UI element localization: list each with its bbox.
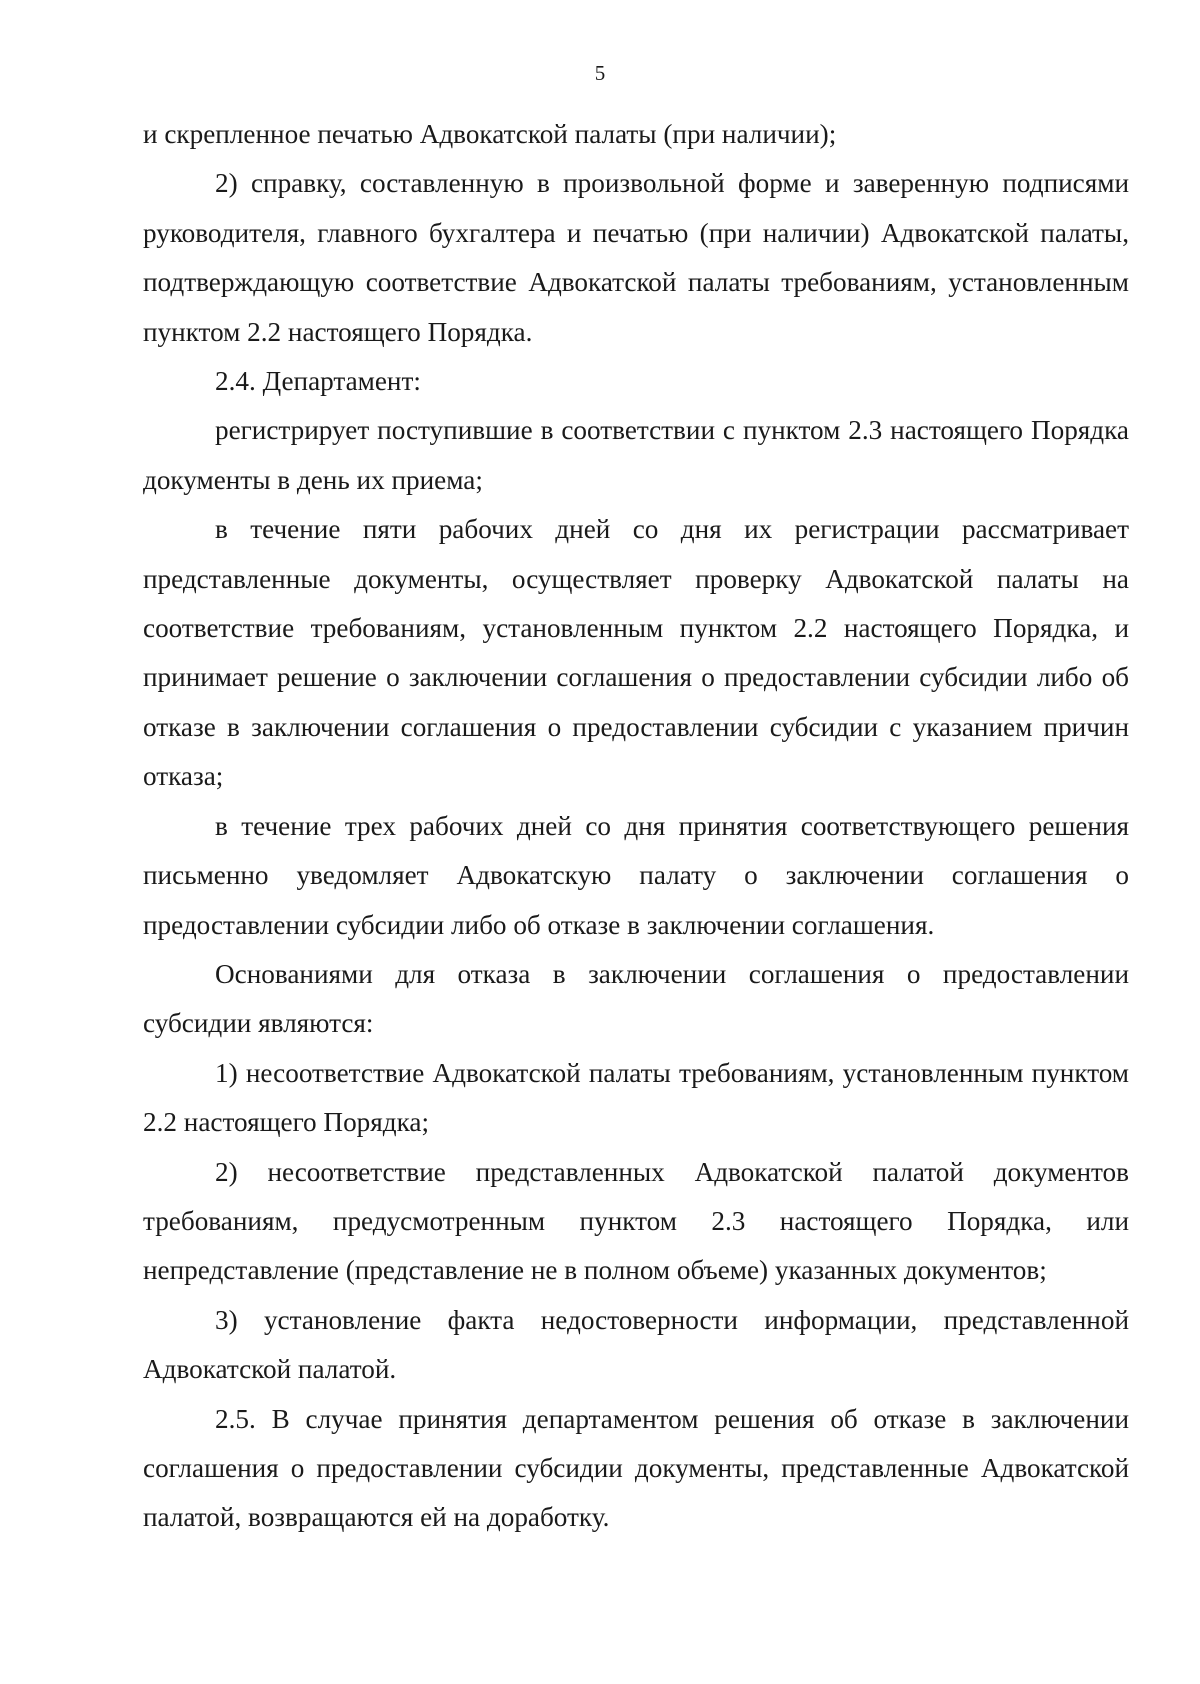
paragraph-section-2-5: 2.5. В случае принятия департаментом решения об отказе в заключении соглашения о предоставлении субсидии документы, представленные Адвокатской палатой, возвращаются ей на доработку. <box>143 1403 1129 1533</box>
paragraph-continuation: и скрепленное печатью Адвокатской палаты (при наличии); <box>143 119 837 149</box>
paragraph-registers-documents: регистрирует поступившие в соответствии с пунктом 2.3 настоящего Порядка документы в день их приема; <box>143 415 1129 495</box>
paragraph-notify-three-days: в течение трех рабочих дней со дня принятия соответствующего решения письменно уведомляет Адвокатскую палату о заключении соглашения о предоставлении субсидии либо об отказе в заключении соглашения. <box>143 810 1129 940</box>
paragraph-refusal-ground-1: 1) несоответствие Адвокатской палаты требованиям, установленным пунктом 2.2 настоящего Порядка; <box>143 1057 1129 1138</box>
document-body <box>143 110 1129 1543</box>
paragraph-refusal-ground-3: 3) установление факта недостоверности информации, представленной Адвокатской палатой. <box>143 1304 1129 1385</box>
page-number: 5 <box>594 61 606 85</box>
paragraph-refusal-ground-2: 2) несоответствие представленных Адвокатской палатой документов требованиям, предусмотренным пунктом 2.3 настоящего Порядка, или непредставление (представление не в полном объеме) указанных документов; <box>143 1156 1129 1286</box>
paragraph-section-2-4-heading: 2.4. Департамент: <box>215 366 421 397</box>
paragraph-review-five-days: в течение пяти рабочих дней со дня их регистрации рассматривает представленные документы, осуществляет проверку Адвокатской палаты на соответствие требованиям, установленным пунктом 2.2 настоящего Порядка, и принимает решение о заключении соглашения о предоставлении субсидии либо об отказе в заключении соглашения о предоставлении субсидии с указанием причин отказа; <box>143 514 1129 792</box>
paragraph-grounds-for-refusal: Основаниями для отказа в заключении соглашения о предоставлении субсидии являются: <box>143 958 1129 1039</box>
paragraph-item-2-certificate: 2) справку, составленную в произвольной форме и заверенную подписями руководителя, главного бухгалтера и печатью (при наличии) Адвокатской палаты, подтверждающую соответствие Адвокатской палаты требованиям, установленным пунктом 2.2 настоящего Порядка. <box>143 168 1129 347</box>
